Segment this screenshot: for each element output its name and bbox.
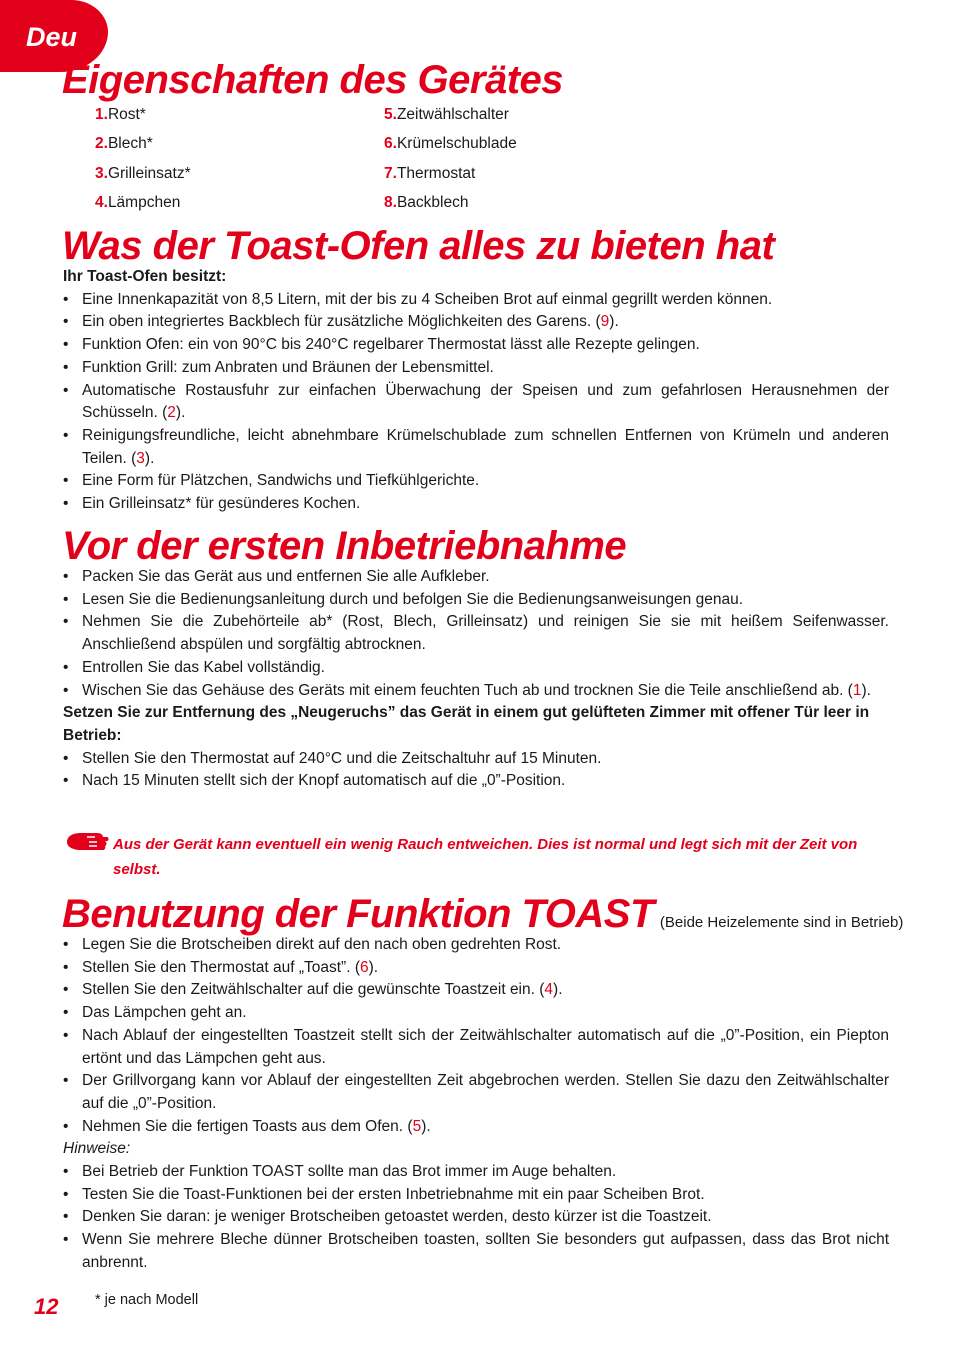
list-item: • Das Lämpchen geht an. [63,1002,889,1025]
hinweise-label: Hinweise: [63,1140,131,1158]
list-item: • Stellen Sie den Thermostat auf 240°C und die Zeitschaltuhr auf 15 Minuten. [63,748,889,771]
hinweise-list [63,1161,889,1275]
list-item: • Legen Sie die Brotscheiben direkt auf den nach oben gedrehten Rost. [63,934,889,957]
list-item: • Der Grillvorgang kann vor Ablauf der eingestellten Zeit abgebrochen werden. Stellen Sie dazu den Zeitwählschalter auf die „0”-Position. [63,1070,889,1115]
language-label: Deu [26,22,78,52]
list-item: • Reinigungsfreundliche, leicht abnehmbare Krümelschublade zum schnellen Entfernen von Krümeln und anderen Teilen. (3). [63,425,889,470]
list-item: • Lesen Sie die Bedienungsanleitung durch und befolgen Sie die Bedienungsanweisungen genau. [63,589,889,612]
list-item: • Nach Ablauf der eingestellten Toastzeit stellt sich der Zeitwählschalter automatisch auf die „0”-Position, ein Piepton ertönt und das Lämpchen geht aus. [63,1025,889,1070]
part-item: 6.Krümelschublade [384,135,517,152]
part-item: 3.Grilleinsatz* [95,165,191,182]
section-title-toast: Benutzung der Funktion TOAST (Beide Heizelemente sind in Betrieb) [62,892,904,936]
list-item: • Stellen Sie den Zeitwählschalter auf die gewünschte Toastzeit ein. (4). [63,979,889,1002]
list-item: • Stellen Sie den Thermostat auf „Toast”. (6). [63,957,889,980]
offers-intro: Ihr Toast-Ofen besitzt: [63,268,227,285]
offers-block [63,266,889,516]
section-title-offers: Was der Toast-Ofen alles zu bieten hat [62,224,775,268]
section-title-first-use: Vor der ersten Inbetriebnahme [62,524,627,568]
list-item: • Testen Sie die Toast-Funktionen bei der ersten Inbetriebnahme mit ein paar Scheiben Brot. [63,1184,889,1207]
toast-block [63,934,889,1275]
first-use-list-2 [63,748,889,793]
part-item: 4.Lämpchen [95,194,181,211]
pointing-hand-icon [65,832,109,852]
list-item: • Entrollen Sie das Kabel vollständig. [63,657,889,680]
offers-list [63,289,889,516]
list-item: • Eine Innenkapazität von 8,5 Litern, mit der bis zu 4 Scheiben Brot auf einmal gegrillt werden können. [63,289,889,312]
list-item: • Wenn Sie mehrere Bleche dünner Brotscheiben toasten, sollten Sie besonders gut aufpassen, dass das Brot nicht anbrennt. [63,1229,889,1274]
first-use-bold-paragraph: Setzen Sie zur Entfernung des „Neugeruchs” das Gerät in einem gut gelüfteten Zimmer mit offener Tür leer in Betrieb: [63,704,870,744]
part-item: 2.Blech* [95,135,153,152]
part-item: 5.Zeitwählschalter [384,106,509,123]
note-text: Aus der Gerät kann eventuell ein wenig Rauch entweichen. Dies ist normal und legt sich mit der Zeit von selbst. [113,836,858,878]
list-item: • Eine Form für Plätzchen, Sandwichs und Tiefkühlgerichte. [63,470,889,493]
first-use-list [63,566,889,702]
list-item: • Ein Grilleinsatz* für gesünderes Kochen. [63,493,889,516]
part-item: 1.Rost* [95,106,146,123]
section-subtitle: (Beide Heizelemente sind in Betrieb) [659,914,904,931]
page-number: 12 [34,1294,59,1319]
first-use-block [63,566,889,793]
toast-list [63,934,889,1138]
list-item: • Ein oben integriertes Backblech für zusätzliche Möglichkeiten des Garens. (9). [63,311,889,334]
list-item: • Denken Sie daran: je weniger Brotscheiben getoastet werden, desto kürzer ist die Toastzeit. [63,1206,889,1229]
list-item: • Nehmen Sie die Zubehörteile ab* (Rost, Blech, Grilleinsatz) und reinigen Sie sie mit heißem Seifenwasser. Anschließend abspülen und sorgfältig abtrocknen. [63,611,889,656]
part-item: 8.Backblech [384,194,469,211]
list-item: • Nach 15 Minuten stellt sich der Knopf automatisch auf die „0”-Position. [63,770,889,793]
list-item: • Funktion Ofen: ein von 90°C bis 240°C regelbarer Thermostat lässt alle Rezepte gelingen. [63,334,889,357]
list-item: • Bei Betrieb der Funktion TOAST sollte man das Brot immer im Auge behalten. [63,1161,889,1184]
list-item: • Wischen Sie das Gehäuse des Geräts mit einem feuchten Tuch ab und trocknen Sie die Teile anschließend ab. (1). [63,680,889,703]
list-item: • Packen Sie das Gerät aus und entfernen Sie alle Aufkleber. [63,566,889,589]
list-item: • Automatische Rostausfuhr zur einfachen Überwachung der Speisen und zum gefahrlosen Herausnehmen der Schüsseln. (2). [63,380,889,425]
list-item: • Nehmen Sie die fertigen Toasts aus dem Ofen. (5). [63,1116,889,1139]
list-item: • Funktion Grill: zum Anbraten und Bräunen der Lebensmittel. [63,357,889,380]
part-item: 7.Thermostat [384,165,476,182]
section-title-features: Eigenschaften des Gerätes [62,58,564,102]
footnote: * je nach Modell [95,1292,199,1308]
